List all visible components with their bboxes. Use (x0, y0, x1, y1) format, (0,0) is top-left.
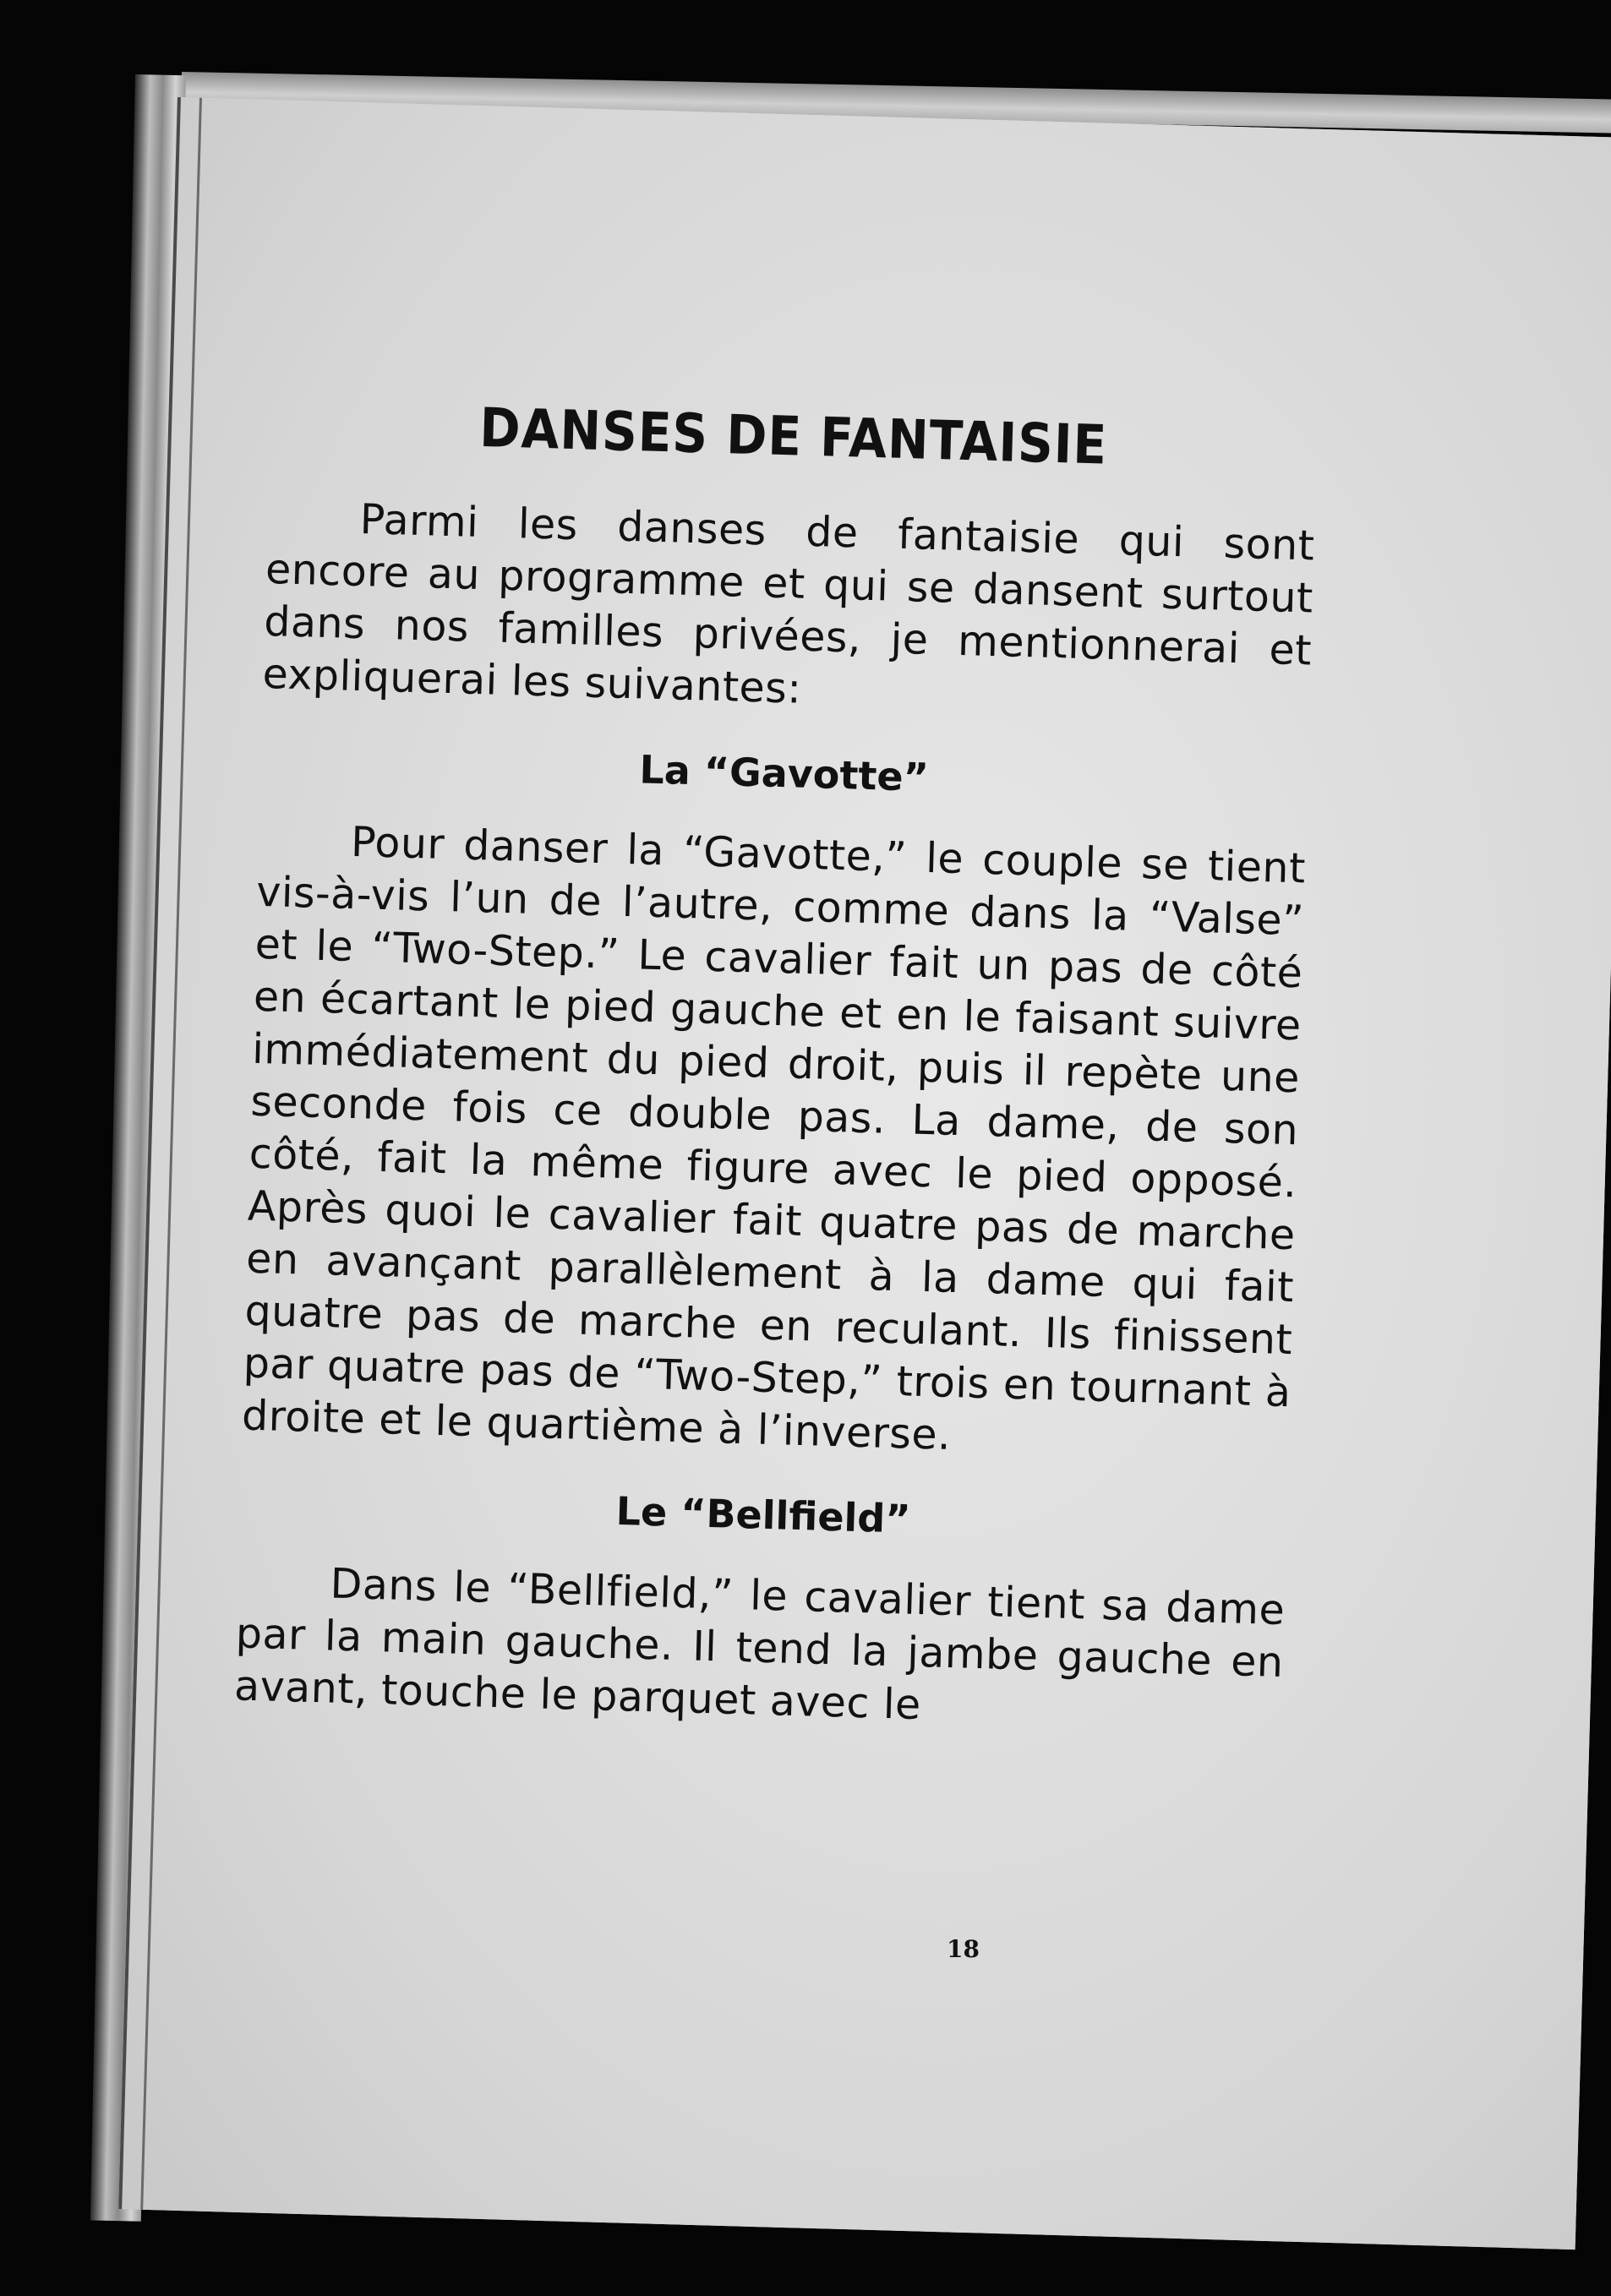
page-title: DANSES DE FANTAISIE (478, 395, 1109, 477)
section-heading-gavotte: La “Gavotte” (638, 746, 930, 800)
intro-paragraph: Parmi les danses de fantaisie qui sont encore au programme et qui se dansent surtout dans nos familles privées, je mentionnerai et expliquerai les suivantes: (261, 495, 1316, 713)
section-text-bellfield: Dans le “Bellfield,” le cavalier tient sa dame par la main gauche. Il tend la jambe gauche en avant, touche le parquet avec le (233, 1559, 1286, 1730)
page-number: 18 (947, 1935, 980, 1963)
section-heading-bellfield: Le “Bellfield” (615, 1487, 912, 1542)
section-text-gavotte: Pour danser la “Gavotte,” le couple se tient vis-à-vis l’un de l’autre, comme dans la “Valse” et le “Two-Step.” Le cavalier fait un pas de côté en écartant le pied gauche et en le faisant suivre immédiatement du pied droit, puis il repète une seconde fois ce double pas. La dame, de son côté, fait la même figure avec le pied opposé. Après quoi le cavalier fait quatre pas de marche en avançant parallèlement à la dame qui fait quatre pas de marche en reculant. Ils finissent par quatre pas de “Two-Step,” trois en tournant à droite et le quartième à l’inverse. (241, 817, 1307, 1459)
page-content (233, 393, 1318, 1742)
